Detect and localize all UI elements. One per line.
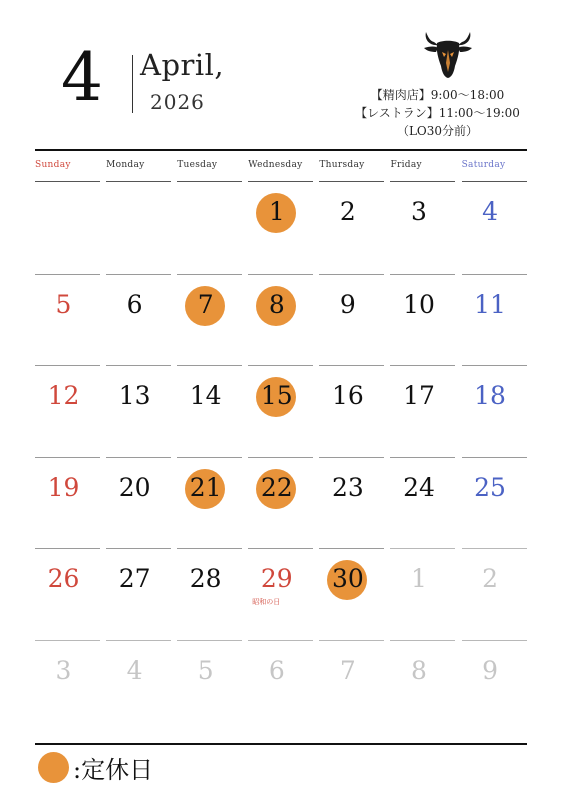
day-number: 30 <box>331 564 364 593</box>
last-order-note: （LO30分前） <box>396 124 479 138</box>
day-number: 7 <box>197 289 214 319</box>
weekday-label: Monday <box>106 160 171 182</box>
year: 2026 <box>150 90 205 114</box>
day-cell <box>319 548 384 640</box>
day-cell <box>248 457 313 549</box>
day-cell <box>319 274 384 366</box>
day-number: 16 <box>331 381 364 410</box>
day-number: 5 <box>197 655 214 685</box>
day-cell <box>462 548 527 640</box>
closed-day-marker-icon <box>38 752 69 783</box>
day-cell <box>390 640 455 732</box>
calendar-weeks <box>35 182 527 731</box>
empty-day-cell <box>35 182 100 274</box>
weekday-label: Friday <box>390 160 455 182</box>
day-cell <box>319 640 384 732</box>
week-row <box>35 457 527 549</box>
day-number: 28 <box>189 564 222 593</box>
day-cell <box>35 548 100 640</box>
week-row <box>35 365 527 457</box>
weekday-label: Sunday <box>35 160 100 182</box>
day-cell <box>35 640 100 732</box>
day-number: 21 <box>189 472 222 502</box>
holiday-name: 昭和の日 <box>252 598 281 606</box>
day-number: 6 <box>126 289 143 319</box>
legend <box>38 751 153 783</box>
day-number: 1 <box>268 197 285 226</box>
day-cell <box>390 365 455 457</box>
day-number: 3 <box>55 655 72 685</box>
weekday-label: Thursday <box>319 160 384 182</box>
shop-hours <box>345 86 530 140</box>
weekday-header <box>35 160 527 182</box>
day-cell <box>462 457 527 549</box>
day-number: 3 <box>411 197 427 226</box>
week-row <box>35 640 527 732</box>
empty-day-cell <box>177 182 242 274</box>
day-cell <box>319 182 384 274</box>
day-cell <box>390 274 455 366</box>
day-cell <box>177 548 242 640</box>
day-number: 2 <box>339 197 356 226</box>
day-number: 24 <box>403 472 435 502</box>
day-cell <box>35 274 100 366</box>
day-cell <box>248 548 313 640</box>
weekday-label: Wednesday <box>248 160 313 182</box>
day-number: 14 <box>189 381 222 410</box>
day-number: 15 <box>260 381 293 410</box>
butcher-hours: 【精肉店】9:00〜18:00 <box>370 88 505 102</box>
day-cell <box>319 365 384 457</box>
day-number: 2 <box>482 564 499 593</box>
day-number: 8 <box>411 655 427 685</box>
day-number: 23 <box>331 472 364 502</box>
title-divider <box>132 55 133 113</box>
day-cell <box>35 365 100 457</box>
day-number: 10 <box>403 289 435 319</box>
week-row <box>35 548 527 640</box>
day-number: 9 <box>482 655 499 685</box>
day-number: 26 <box>47 564 80 593</box>
day-number: 5 <box>55 289 72 319</box>
day-cell <box>177 457 242 549</box>
day-number: 17 <box>403 381 435 410</box>
day-number: 13 <box>118 381 151 410</box>
day-cell <box>390 548 455 640</box>
day-cell <box>106 457 171 549</box>
month-name: April, <box>140 48 225 82</box>
weekday-label: Tuesday <box>177 160 242 182</box>
day-number: 19 <box>47 472 80 502</box>
week-row <box>35 182 527 274</box>
day-number: 29 <box>260 564 293 593</box>
day-cell <box>106 640 171 732</box>
day-number: 7 <box>339 655 356 685</box>
day-cell <box>106 274 171 366</box>
empty-day-cell <box>106 182 171 274</box>
bull-head-icon <box>420 28 476 80</box>
restaurant-hours: 【レストラン】11:00〜19:00 <box>355 106 520 120</box>
day-number: 12 <box>47 381 80 410</box>
day-number: 27 <box>118 564 151 593</box>
day-cell <box>390 457 455 549</box>
day-number: 1 <box>411 564 427 593</box>
day-cell <box>462 182 527 274</box>
day-number: 18 <box>474 381 506 410</box>
day-cell <box>177 274 242 366</box>
month-number: 4 <box>61 39 103 116</box>
day-cell <box>462 640 527 732</box>
day-number: 25 <box>474 472 506 502</box>
day-cell <box>390 182 455 274</box>
day-number: 22 <box>260 472 293 502</box>
day-cell <box>177 640 242 732</box>
day-number: 11 <box>474 289 506 319</box>
day-cell <box>248 640 313 732</box>
legend-label: :定休日 <box>73 755 154 784</box>
day-number: 20 <box>118 472 151 502</box>
top-rule <box>35 149 527 151</box>
day-cell <box>248 365 313 457</box>
day-cell <box>35 457 100 549</box>
day-cell <box>462 274 527 366</box>
weekday-label: Saturday <box>462 160 527 182</box>
day-number: 4 <box>126 655 143 685</box>
day-cell <box>248 274 313 366</box>
calendar-grid <box>35 160 527 731</box>
day-number: 6 <box>268 655 285 685</box>
day-cell <box>248 182 313 274</box>
day-number: 8 <box>268 289 285 319</box>
bottom-rule <box>35 743 527 745</box>
day-number: 4 <box>482 197 499 226</box>
day-cell <box>319 457 384 549</box>
day-number: 9 <box>339 289 356 319</box>
day-cell <box>106 365 171 457</box>
day-cell <box>106 548 171 640</box>
week-row <box>35 274 527 366</box>
day-cell <box>462 365 527 457</box>
day-cell <box>177 365 242 457</box>
